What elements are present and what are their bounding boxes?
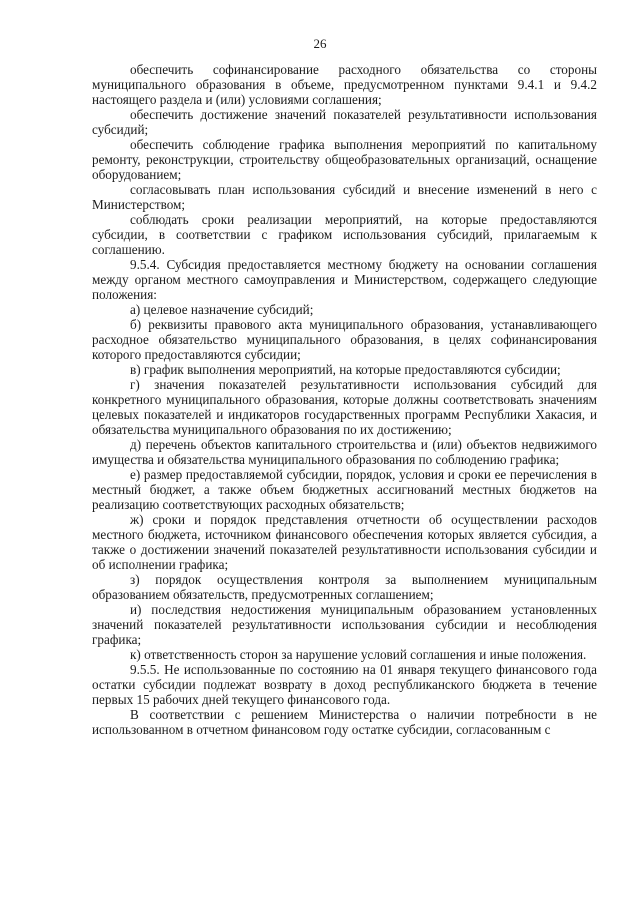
paragraph: обеспечить соблюдение графика выполнения мероприятий по капитальному ремонту, реконструкции, строительству общеобразовательных организаций, оснащение оборудованием; [92, 137, 597, 182]
list-item: д) перечень объектов капитального строительства и (или) объектов недвижимого имущества и обязательства муниципального образования по соблюдению графика; [92, 437, 597, 467]
paragraph: 9.5.5. Не использованные по состоянию на 01 января текущего финансового года остатки субсидии подлежат возврату в доход республиканского бюджета в течение первых 15 рабочих дней текущего финансового года. [92, 662, 597, 707]
paragraph: соблюдать сроки реализации мероприятий, на которые предоставляются субсидии, в соответствии с графиком использования субсидий, прилагаемым к соглашению. [92, 212, 597, 257]
list-item: к) ответственность сторон за нарушение условий соглашения и иные положения. [130, 647, 587, 662]
list-item: з) порядок осуществления контроля за выполнением муниципальным образованием обязательств, предусмотренных соглашением; [92, 572, 597, 602]
document-body [92, 62, 597, 737]
paragraph: согласовывать план использования субсидий и внесение изменений в него с Министерством; [92, 182, 597, 212]
paragraph: В соответствии с решением Министерства о наличии потребности в не использованном в отчетном финансовом году остатке субсидии, согласованным с [92, 707, 597, 737]
page-number: 26 [313, 36, 327, 51]
paragraph: обеспечить софинансирование расходного обязательства со стороны муниципального образования в объеме, предусмотренном пунктами 9.4.1 и 9.4.2 настоящего раздела и (или) условиями соглашения; [92, 62, 597, 107]
list-item: е) размер предоставляемой субсидии, порядок, условия и сроки ее перечисления в местный бюджет, а также объем бюджетных ассигнований местных бюджетов на реализацию соответствующих расходных обязательств; [92, 467, 597, 512]
paragraph: обеспечить достижение значений показателей результативности использования субсидий; [92, 107, 597, 137]
list-item: и) последствия недостижения муниципальным образованием установленных значений показателей результативности использования субсидии и несоблюдения графика; [92, 602, 597, 647]
list-item: ж) сроки и порядок представления отчетности об осуществлении расходов местного бюджета, источником финансового обеспечения которых является субсидия, а также о достижении значений показателей результативности использования субсидии и об исполнении графика; [92, 512, 597, 572]
list-item: б) реквизиты правового акта муниципального образования, устанавливающего расходное обязательство муниципального образования, в целях софинансирования которого предоставляются субсидии; [92, 317, 597, 362]
list-item: г) значения показателей результативности использования субсидий для конкретного муниципального образования, которые должны соответствовать значениям целевых показателей и индикаторов государственных программ Республики Хакасия, и обязательства муниципального образования по их достижению; [92, 377, 597, 437]
paragraph: 9.5.4. Субсидия предоставляется местному бюджету на основании соглашения между органом местного самоуправления и Министерством, содержащего следующие положения: [92, 257, 597, 302]
list-item: в) график выполнения мероприятий, на которые предоставляются субсидии; [130, 362, 561, 377]
list-item: а) целевое назначение субсидий; [130, 302, 314, 317]
